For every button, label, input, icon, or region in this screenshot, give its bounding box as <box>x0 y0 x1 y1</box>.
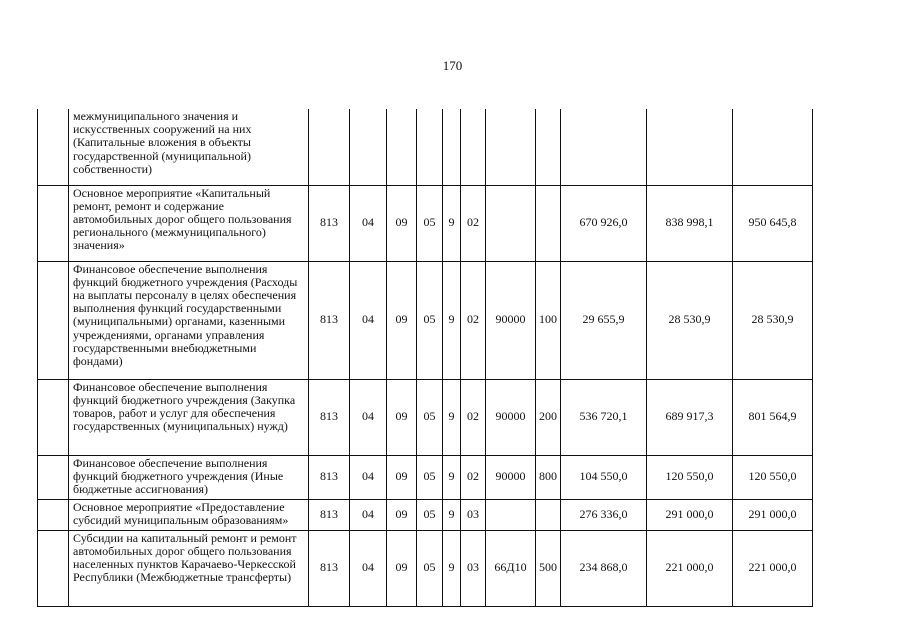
ministry-code: 813 <box>309 261 350 379</box>
subsection-code: 09 <box>387 261 417 379</box>
subprogram-code: 9 <box>443 455 461 499</box>
row-description: Субсидии на капитальный ремонт и ремонт автомобильных дорог общего пользования населенных пунктов Карачаево-Черкесской Республики (Межбюджетные трансферты) <box>69 530 309 606</box>
year2-amount: 689 917,3 <box>647 379 733 455</box>
year1-amount <box>561 109 647 185</box>
year3-amount: 291 000,0 <box>733 499 813 530</box>
year2-amount: 120 550,0 <box>647 455 733 499</box>
expense-type-code: 200 <box>536 379 561 455</box>
row-description: Финансовое обеспечение выполнения функций бюджетного учреждения (Расходы на выплаты персоналу в целях обеспечения выполнения функций государственными (муниципальными) органами, казенными учреждениями, органами управления государственными внебюджетными фондами) <box>69 261 309 379</box>
row-number-cell <box>38 261 69 379</box>
year1-amount: 29 655,9 <box>561 261 647 379</box>
year2-amount: 838 998,1 <box>647 185 733 261</box>
year3-amount: 801 564,9 <box>733 379 813 455</box>
subsection-code <box>387 109 417 185</box>
row-description: межмуниципального значения и искусственных сооружений на них (Капитальные вложения в объекты государственной (муниципальной) собственности) <box>69 109 309 185</box>
program-code: 05 <box>417 379 443 455</box>
year2-amount: 291 000,0 <box>647 499 733 530</box>
event-code: 03 <box>461 499 486 530</box>
event-code: 02 <box>461 261 486 379</box>
section-code: 04 <box>350 455 387 499</box>
section-code: 04 <box>350 185 387 261</box>
direction-code: 90000 <box>486 261 536 379</box>
section-code: 04 <box>350 261 387 379</box>
ministry-code: 813 <box>309 379 350 455</box>
row-number-cell <box>38 379 69 455</box>
table-row <box>38 455 813 499</box>
page-number: 170 <box>442 58 463 73</box>
program-code: 05 <box>417 530 443 606</box>
program-code: 05 <box>417 261 443 379</box>
table-row <box>38 109 813 185</box>
expense-type-code: 800 <box>536 455 561 499</box>
year3-amount: 120 550,0 <box>733 455 813 499</box>
year1-amount: 234 868,0 <box>561 530 647 606</box>
row-number-cell <box>38 185 69 261</box>
year2-amount <box>647 109 733 185</box>
year2-amount: 28 530,9 <box>647 261 733 379</box>
year3-amount: 28 530,9 <box>733 261 813 379</box>
year3-amount <box>733 109 813 185</box>
budget-table <box>37 109 813 607</box>
section-code: 04 <box>350 379 387 455</box>
subsection-code: 09 <box>387 499 417 530</box>
year1-amount: 536 720,1 <box>561 379 647 455</box>
ministry-code <box>309 109 350 185</box>
year1-amount: 104 550,0 <box>561 455 647 499</box>
subprogram-code: 9 <box>443 379 461 455</box>
program-code: 05 <box>417 499 443 530</box>
direction-code: 90000 <box>486 455 536 499</box>
ministry-code: 813 <box>309 185 350 261</box>
expense-type-code: 500 <box>536 530 561 606</box>
direction-code <box>486 499 536 530</box>
section-code: 04 <box>350 530 387 606</box>
table-row <box>38 185 813 261</box>
row-number-cell <box>38 530 69 606</box>
table-row <box>38 499 813 530</box>
direction-code: 66Д10 <box>486 530 536 606</box>
ministry-code: 813 <box>309 455 350 499</box>
direction-code <box>486 185 536 261</box>
subsection-code: 09 <box>387 455 417 499</box>
expense-type-code <box>536 185 561 261</box>
ministry-code: 813 <box>309 499 350 530</box>
event-code: 02 <box>461 455 486 499</box>
expense-type-code <box>536 499 561 530</box>
direction-code: 90000 <box>486 379 536 455</box>
row-description: Финансовое обеспечение выполнения функций бюджетного учреждения (Закупка товаров, работ и услуг для обеспечения государственных (муниципальных) нужд) <box>69 379 309 455</box>
year1-amount: 670 926,0 <box>561 185 647 261</box>
table-row <box>38 530 813 606</box>
table-row <box>38 261 813 379</box>
direction-code <box>486 109 536 185</box>
subprogram-code: 9 <box>443 530 461 606</box>
subprogram-code: 9 <box>443 185 461 261</box>
ministry-code: 813 <box>309 530 350 606</box>
year3-amount: 950 645,8 <box>733 185 813 261</box>
event-code <box>461 109 486 185</box>
subsection-code: 09 <box>387 185 417 261</box>
event-code: 03 <box>461 530 486 606</box>
expense-type-code: 100 <box>536 261 561 379</box>
expense-type-code <box>536 109 561 185</box>
year1-amount: 276 336,0 <box>561 499 647 530</box>
row-number-cell <box>38 109 69 185</box>
row-description: Основное мероприятие «Предоставление субсидий муниципальным образованиям» <box>69 499 309 530</box>
row-description: Основное мероприятие «Капитальный ремонт, ремонт и содержание автомобильных дорог общего пользования регионального (межмуниципального) значения» <box>69 185 309 261</box>
event-code: 02 <box>461 185 486 261</box>
row-description: Финансовое обеспечение выполнения функций бюджетного учреждения (Иные бюджетные ассигнования) <box>69 455 309 499</box>
program-code: 05 <box>417 455 443 499</box>
section-code: 04 <box>350 499 387 530</box>
subprogram-code: 9 <box>443 261 461 379</box>
row-number-cell <box>38 499 69 530</box>
table-row <box>38 379 813 455</box>
subsection-code: 09 <box>387 379 417 455</box>
subprogram-code: 9 <box>443 499 461 530</box>
subsection-code: 09 <box>387 530 417 606</box>
program-code: 05 <box>417 185 443 261</box>
year3-amount: 221 000,0 <box>733 530 813 606</box>
section-code <box>350 109 387 185</box>
event-code: 02 <box>461 379 486 455</box>
subprogram-code <box>443 109 461 185</box>
program-code <box>417 109 443 185</box>
row-number-cell <box>38 455 69 499</box>
year2-amount: 221 000,0 <box>647 530 733 606</box>
